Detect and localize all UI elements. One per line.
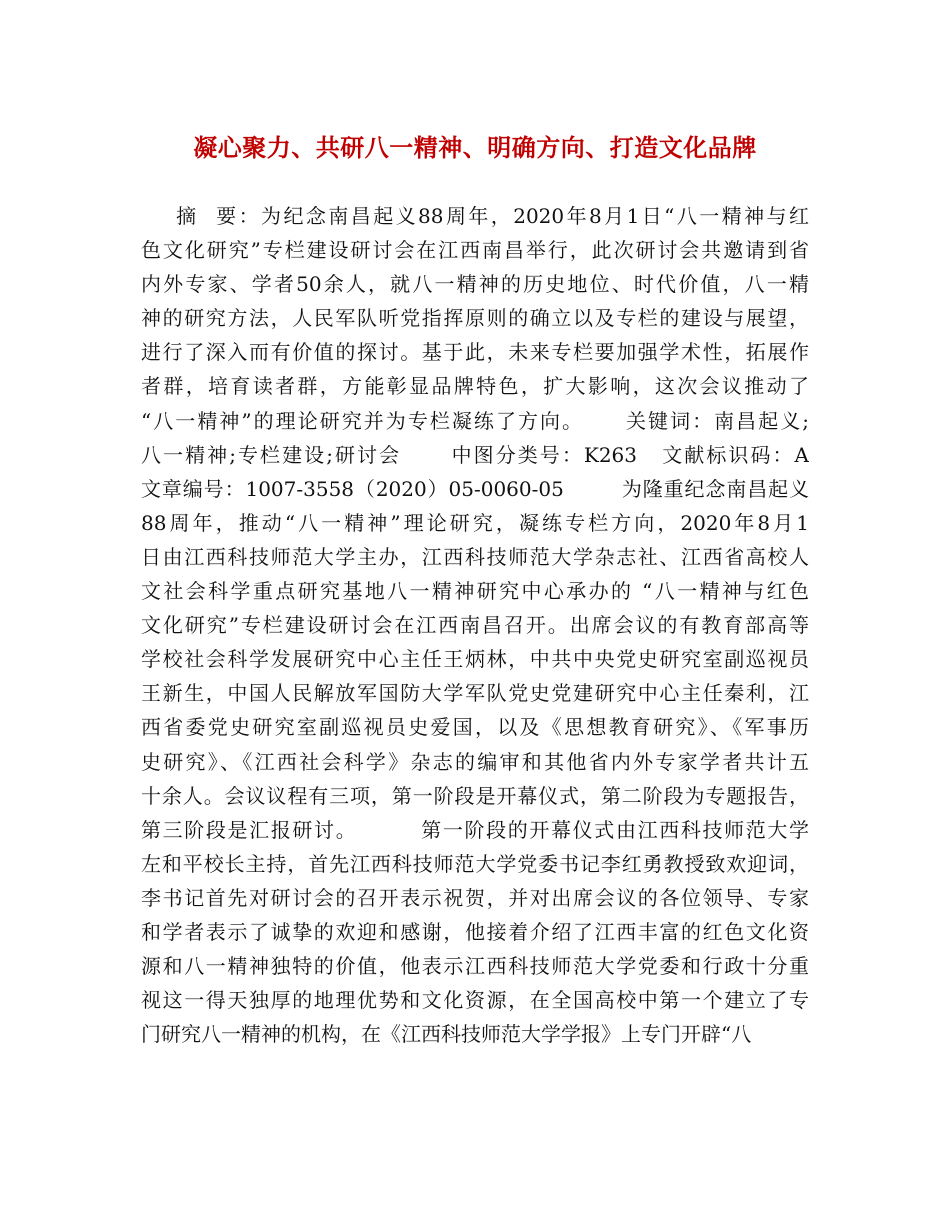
body-line-10: 88周年，推动“八一精神”理论研究，凝练专栏方向，2020年8月1 bbox=[141, 510, 809, 535]
body-line-13: 文化研究”专栏建设研讨会在江西南昌召开。出席会议的有教育部高等 bbox=[141, 613, 809, 638]
body-line-22: 和学者表示了诚挚的欢迎和感谢，他接着介绍了江西丰富的红色文化资 bbox=[141, 919, 809, 944]
body-line-1: 摘 要：为纪念南昌起义88周年，2020年8月1日“八一精神与红 bbox=[141, 204, 809, 228]
body-line-19: 第三阶段是汇报研讨。 第一阶段的开幕仪式由江西科技师范大学 bbox=[141, 817, 809, 842]
body-line-3: 内外专家、学者50余人，就八一精神的历史地位、时代价值，八一精 bbox=[141, 272, 809, 297]
body-line-9: 文章编号：1007-3558（2020）05-0060-05 为隆重纪念南昌起义 bbox=[141, 476, 809, 501]
body-line-11: 日由江西科技师范大学主办，江西科技师范大学杂志社、江西省高校人 bbox=[141, 544, 809, 569]
body-line-2: 色文化研究”专栏建设研讨会在江西南昌举行，此次研讨会共邀请到省 bbox=[141, 238, 809, 263]
body-line-14: 学校社会科学发展研究中心主任王炳林，中共中央党史研究室副巡视员 bbox=[141, 647, 809, 672]
body-line-5: 进行了深入而有价值的探讨。基于此，未来专栏要加强学术性，拓展作 bbox=[141, 340, 809, 365]
body-line-16: 西省委党史研究室副巡视员史爱国，以及《思想教育研究》、《军事历 bbox=[141, 715, 809, 740]
body-line-7: “八一精神”的理论研究并为专栏凝练了方向。 关键词：南昌起义; bbox=[141, 408, 809, 433]
body-line-25: 门研究八一精神的机构，在《江西科技师范大学学报》上专门开辟“八 bbox=[141, 1022, 752, 1047]
body-line-15: 王新生，中国人民解放军国防大学军队党史党建研究中心主任秦利，江 bbox=[141, 681, 809, 706]
body-line-8: 八一精神;专栏建设;研讨会 中图分类号：K263 文献标识码：A bbox=[141, 442, 809, 467]
body-line-18: 十余人。会议议程有三项，第一阶段是开幕仪式，第二阶段为专题报告， bbox=[141, 783, 809, 808]
body-line-20: 左和平校长主持，首先江西科技师范大学党委书记李红勇教授致欢迎词， bbox=[141, 851, 809, 876]
body-line-21: 李书记首先对研讨会的召开表示祝贺，并对出席会议的各位领导、专家 bbox=[141, 885, 809, 910]
body-line-23: 源和八一精神独特的价值，他表示江西科技师范大学党委和行政十分重 bbox=[141, 954, 809, 979]
document-body bbox=[141, 199, 809, 1051]
document-title: 凝心聚力、共研八一精神、明确方向、打造文化品牌 bbox=[193, 134, 757, 162]
body-line-4: 神的研究方法，人民军队听党指挥原则的确立以及专栏的建设与展望， bbox=[141, 306, 809, 331]
body-line-12: 文社会科学重点研究基地八一精神研究中心承办的 “八一精神与红色 bbox=[141, 579, 809, 604]
body-line-6: 者群，培育读者群，方能彰显品牌特色，扩大影响，这次会议推动了 bbox=[141, 374, 809, 399]
body-line-17: 史研究》、《江西社会科学》杂志的编审和其他省内外专家学者共计五 bbox=[141, 749, 809, 774]
body-line-24: 视这一得天独厚的地理优势和文化资源，在全国高校中第一个建立了专 bbox=[141, 988, 809, 1013]
